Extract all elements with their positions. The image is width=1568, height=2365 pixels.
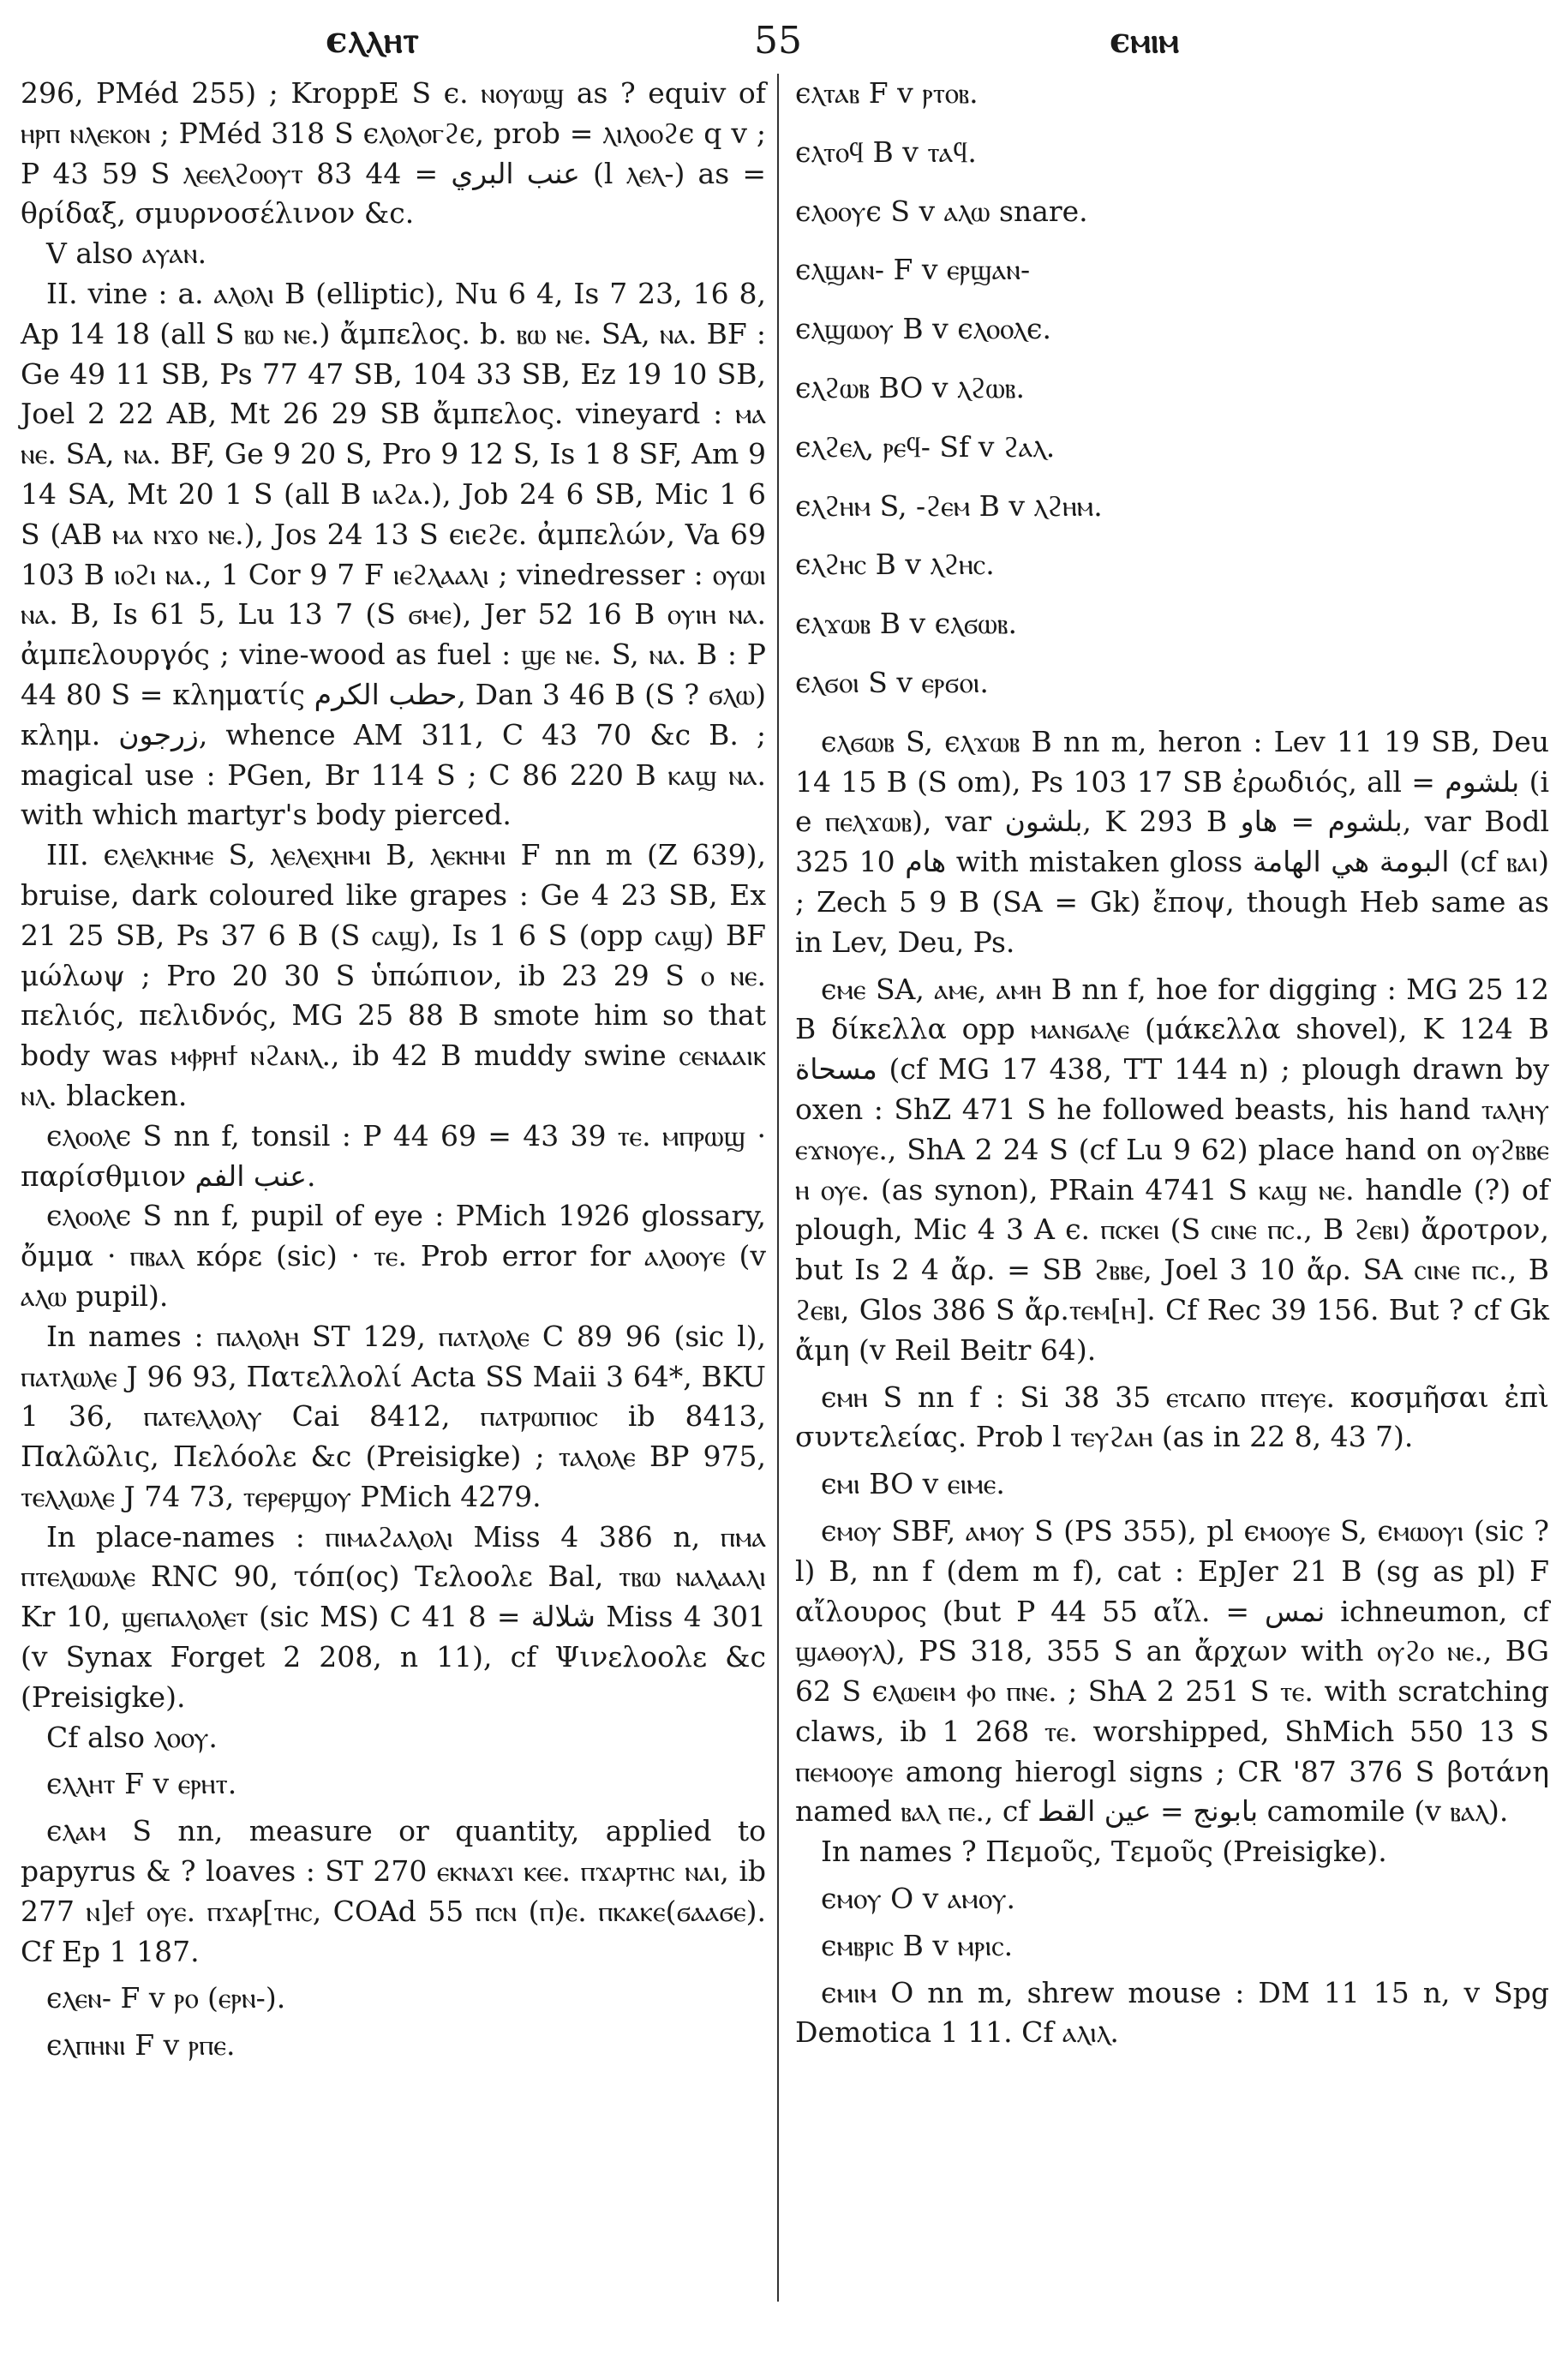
- entry-eltof: ϵⲗⲧⲟϥ B v ⲧⲁϥ.: [795, 135, 977, 169]
- entry-elhob: ϵⲗϩⲱⲃ BO v ⲗϩⲱⲃ.: [795, 370, 1025, 404]
- column-divider: [777, 74, 779, 2302]
- page-header: [0, 15, 1568, 67]
- entry-ellet: ϵⲗⲗⲏⲧ F v ⲉⲣⲏⲧ.: [46, 1767, 237, 1801]
- cross-reference: V also ⲁⲩⲁⲛ.: [46, 236, 207, 271]
- entry-elooue: ϵⲗⲟⲟⲩϵ S v ⲁⲗⲱ snare.: [795, 194, 1088, 228]
- in-place-names: In place-names : ⲡⲓⲙⲁϩⲁⲗⲟⲗⲓ Miss 4 386 n, ⲡⲙⲁ ⲡⲧⲉⲗⲱⲱⲗⲉ RNC 90, τόπ(ος) Τελοολε Bal, ⲧⲃⲱ ⲛⲁⲗⲁⲁⲗⲓ Kr 10, ϣⲉⲡⲁⲗⲟⲗⲉⲧ (sic MS) C 41 8 = شلالة Miss 4 301 (v Synax Forget 2 208, n 11), cf Ψινελοολε &c (Preisigke).: [21, 1519, 767, 1714]
- entry-elshoou: ϵⲗϣⲱⲟⲩ B v ϵⲗⲟⲟⲗϵ.: [795, 312, 1052, 346]
- entry-elam: ϵⲗⲁⲙ S nn, measure or quantity, applied to papyrus & ? loaves : ST 270 ⲉⲕⲛⲁϫⲓ ⲕⲉⲉ. ⲡϫⲁⲣⲧⲏⲥ ⲛⲁⲓ, ib 277 ⲛ]ⲉϯ ⲟⲩⲉ. ⲡϫⲁⲣ[ⲧⲏⲥ, COAd 55 ⲡⲥⲛ (ⲡ)ⲉ. ⲡⲕⲁⲕⲉ(ϭⲁⲁϭⲉ). Cf Ep 1 187.: [21, 1814, 766, 1968]
- right-column: [795, 74, 1549, 2053]
- running-head-left: ϵⲗⲗⲏⲧ: [326, 19, 420, 61]
- entry-continuation: 296, PMéd 255) ; KroppE S ϵ. ⲛⲟⲩⲱϣ as ? equiv of ⲏⲣⲡ ⲛⲗⲉⲕⲟⲛ ; PMéd 318 S ϵⲗⲟⲗⲟⲅϩϵ, prob = ⲗⲓⲗⲟⲟϩϵ q v ; P 43 59 S ⲗⲉⲉⲗϩⲟⲟⲩⲧ عنب البري = 44 83 (l ⲗⲉⲗ-) as = θρίδαξ, σμυρνοσέλινον &c.: [21, 76, 767, 231]
- sense-section-ii: II. vine : a. ⲁⲗⲟⲗⲓ B (elliptic), Nu 6 4, Is 7 23, 16 8, Ap 14 18 (all S ⲃⲱ ⲛⲉ.) ἄμπελος. b. ⲃⲱ ⲛⲉ. SA, ⲛⲁ. BF : Ge 49 11 SB, Ps 77 47 SB, 104 33 SB, Ez 19 10 SB, Joel 2 22 AB, Mt 26 29 SB ἄμπελος. vineyard : ⲙⲁ ⲛⲉ. SA, ⲛⲁ. BF, Ge 9 20 S, Pro 9 12 S, Is 1 8 SF, Am 9 14 SA, Mt 20 1 S (all B ⲓⲁϩⲁ.), Job 24 6 SB, Mic 1 6 S (AB ⲙⲁ ⲛϫⲟ ⲛⲉ.), Jos 24 13 S ϵⲓϵϩϵ. ἀμπελών, Va 69 103 B ⲓⲟϩⲓ ⲛⲁ., 1 Cor 9 7 F ⲓⲉϩⲗⲁⲁⲗⲓ ; vinedresser : ⲟⲩⲱⲓ ⲛⲁ. B, Is 61 5, Lu 13 7 (S ϭⲙⲉ), Jer 52 16 B ⲟⲩⲓⲏ ⲛⲁ. ἀμπελουργός ; vine-wood as fuel : ϣⲉ ⲛⲉ. S, ⲛⲁ. B : P 44 80 S = κληματίς حطب الكرم, Dan 3 46 B (S ? ϭⲗⲱ) κλημ. زرجون, whence AM 311, C 43 70 &c B. ; magical use : PGen, Br 114 S ; C 86 220 B ⲕⲁϣ ⲛⲁ. with which martyr's body pierced.: [21, 276, 766, 832]
- in-names-right: In names ? Πεμοῦς, Τεμοῦς (Preisigke).: [821, 1835, 1387, 1869]
- running-head-right: ϵⲙⲓⲙ: [1110, 21, 1179, 61]
- entry-tonsil: ϵⲗⲟⲟⲗϵ S nn f, tonsil : P 44 69 = 43 39 ⲧⲉ. ⲙⲡⲣⲱϣ · παρίσθμιον عنب الفم.: [21, 1118, 766, 1193]
- entry-emou-o: ϵⲙⲟⲩ O v ⲁⲙⲟⲩ.: [821, 1882, 1015, 1916]
- in-names: In names : ⲡⲁⲗⲟⲗⲏ ST 129, ⲡⲁⲧⲗⲟⲗⲉ C 89 96 (sic l), ⲡⲁⲧⲗⲱⲗⲉ J 96 93, Πατελλολί Acta SS Maii 3 64*, BKU 1 36, ⲡⲁⲧⲉⲗⲗⲟⲗⲩ Cai 8412, ⲡⲁⲧⲣⲱⲡⲓⲟⲥ ib 8413, Παλῶλις, Πελόολε &c (Preisigke) ; ⲧⲁⲗⲟⲗⲉ BP 975, ⲧⲉⲗⲗⲱⲗⲉ J 74 73, ⲧⲉⲣⲉⲣϣⲟⲩ PMich 4279.: [21, 1319, 766, 1513]
- entry-elcoi: ϵⲗϭⲟⲓ S v ⲉⲣϭⲟⲓ.: [795, 665, 989, 699]
- entry-elhel: ϵⲗϩⲉⲗ, ⲣⲉϥ- Sf v ϩⲁⲗ.: [795, 429, 1056, 464]
- entry-pupil: ϵⲗⲟⲟⲗϵ S nn f, pupil of eye : PMich 1926 glossary, ὄμμα · ⲡⲃⲁⲗ κόρε (sic) · ⲧⲉ. Prob error for ⲁⲗⲟⲟⲩⲉ (v ⲁⲗⲱ pupil).: [21, 1199, 766, 1313]
- entry-hoe: ϵⲙⲉ SA, ⲁⲙⲉ, ⲁⲙⲏ B nn f, hoe for digging : MG 25 12 B δίκελλα opp ⲙⲁⲛϭⲁⲗⲉ (μάκελλα shovel), K 124 B مسحاة (cf MG 17 438, TT 144 n) ; plough drawn by oxen : ShZ 471 S he followed beasts, his hand ⲧⲁⲗⲏⲩ ⲉϫⲛⲟⲩⲉ., ShA 2 24 S (cf Lu 9 62) place hand on ⲟⲩϩⲃⲃⲉ ⲏ ⲟⲩⲉ. (as synon), PRain 4741 S ⲕⲁϣ ⲛⲉ. handle (?) of plough, Mic 4 3 A ϵ. ⲡⲥⲕⲉⲓ (S ⲥⲓⲛⲉ ⲡⲥ., B ϩⲉⲃⲓ) ἄροτρον, but Is 2 4 ἄρ. = SB ϩⲃⲃⲉ, Joel 3 10 ἄρ. SA ⲥⲓⲛⲉ ⲡⲥ., B ϩⲉⲃⲓ, Glos 386 S ἄρ.ⲧⲉⲙ[ⲏ]. Cf Rec 39 156. But ? cf Gk ἄμη (v Reil Beitr 64).: [795, 972, 1549, 1367]
- entry-embris: ϵⲙⲃⲣⲓⲥ B v ⲙⲣⲓⲥ.: [821, 1928, 1014, 1962]
- entry-emh: ϵⲙⲏ S nn f : Si 38 35 ⲉⲧⲥⲁⲡⲟ ⲡⲧⲉⲩⲉ. κοσμῆσαι ἐπὶ συντελείας. Prob l ⲧⲉⲩϩⲁⲏ (as in 22 8, 43 7).: [795, 1380, 1549, 1454]
- entry-shrew-mouse: ϵⲙⲓⲙ O nn m, shrew mouse : DM 11 15 n, v Spg Demotica 1 11. Cf ⲁⲗⲓⲗ.: [795, 1975, 1549, 2050]
- entry-elpeni: ϵⲗⲡⲏⲛⲓ F v ⲣⲡⲉ.: [46, 2028, 236, 2063]
- cf-also: Cf also ⲗⲟⲟⲩ.: [46, 1720, 218, 1754]
- entry-elshan: ϵⲗϣⲁⲛ- F v ⲉⲣϣⲁⲛ-: [795, 253, 1031, 287]
- entry-eltab: ϵⲗⲧⲁⲃ F v ⲣⲧⲟⲃ.: [795, 76, 979, 110]
- left-column: [21, 74, 766, 2066]
- sense-section-iii: III. ϵⲗⲉⲗⲕⲏⲙⲉ S, ⲗⲉⲗⲉⲭⲏⲙⲓ B, ⲗⲉⲕⲏⲙⲓ F nn m (Z 639), bruise, dark coloured like grapes : Ge 4 23 SB, Ex 21 25 SB, Ps 37 6 B (S ⲥⲁϣ), Is 1 6 S (opp ⲥⲁϣ) BF μώλωψ ; Pro 20 30 S ὑπώπιον, ib 23 29 S ⲟ ⲛⲉ. πελιός, πελιδνός, MG 25 88 B smote him so that body was ⲙⲫⲣⲏϯ ⲛϩⲁⲛⲗ., ib 42 B muddy swine ⲥⲉⲛⲁⲁⲓⲕ ⲛⲗ. blacken.: [21, 838, 766, 1112]
- entry-cat: ϵⲙⲟⲩ SBF, ⲁⲙⲟⲩ S (PS 355), pl ϵⲙⲟⲟⲩⲉ S, ϵⲙⲱⲟⲩⲓ (sic ? l) B, nn f (dem m f), cat : EpJer 21 B (sg as pl) F αἴλουρος (but P 44 55 αἴλ. = نمس ichneumon, cf ϣⲁⲑⲟⲩⲗ), PS 318, 355 S an ἄρχων with ⲟⲩϩⲟ ⲛⲉ., BG 62 S ϵⲗⲱⲉⲓⲙ ⲫⲟ ⲡⲛⲉ. ; ShA 2 251 S ⲧⲉ. with scratching claws, ib 1 268 ⲧⲉ. worshipped, ShMich 550 13 S ⲡⲉⲙⲟⲟⲩⲉ among hierogl signs ; CR '87 376 S βοτάνη named ⲃⲁⲗ ⲡⲉ., cf بابونج = عين القط camomile (v ⲃⲁⲗ).: [795, 1513, 1549, 1829]
- page-number: 55: [754, 19, 802, 63]
- entry-elen: ϵⲗⲉⲛ- F v ⲣⲟ (ⲉⲣⲛ-).: [46, 1981, 286, 2015]
- entry-emi: ϵⲙⲓ BO v ⲉⲓⲙⲉ.: [821, 1467, 1005, 1501]
- entry-eljob: ϵⲗϫⲱⲃ B v ϵⲗϭⲱⲃ.: [795, 607, 1017, 641]
- entry-elhem: ϵⲗϩⲏⲙ S, -ϩⲉⲙ B v ⲗϩⲏⲙ.: [795, 488, 1103, 523]
- entry-elhes: ϵⲗϩⲏⲥ B v ⲗϩⲏⲥ.: [795, 548, 995, 582]
- entry-heron: ϵⲗϭⲱⲃ S, ϵⲗϫⲱⲃ B nn m, heron : Lev 11 19 SB, Deu 14 15 B (S om), Ps 103 17 SB ἐρωδιός, all = بلشوم (i e ⲡⲉⲗϫⲱⲃ), var بلشون, K 293 B بلشوم = هاو, var Bodl 325 10 هام with mistaken gloss البومة هي الهامة (cf ⲃⲁⲓ) ; Zech 5 9 B (SA = Gk) ἔποψ, though Heb same as in Lev, Deu, Ps.: [795, 724, 1550, 959]
